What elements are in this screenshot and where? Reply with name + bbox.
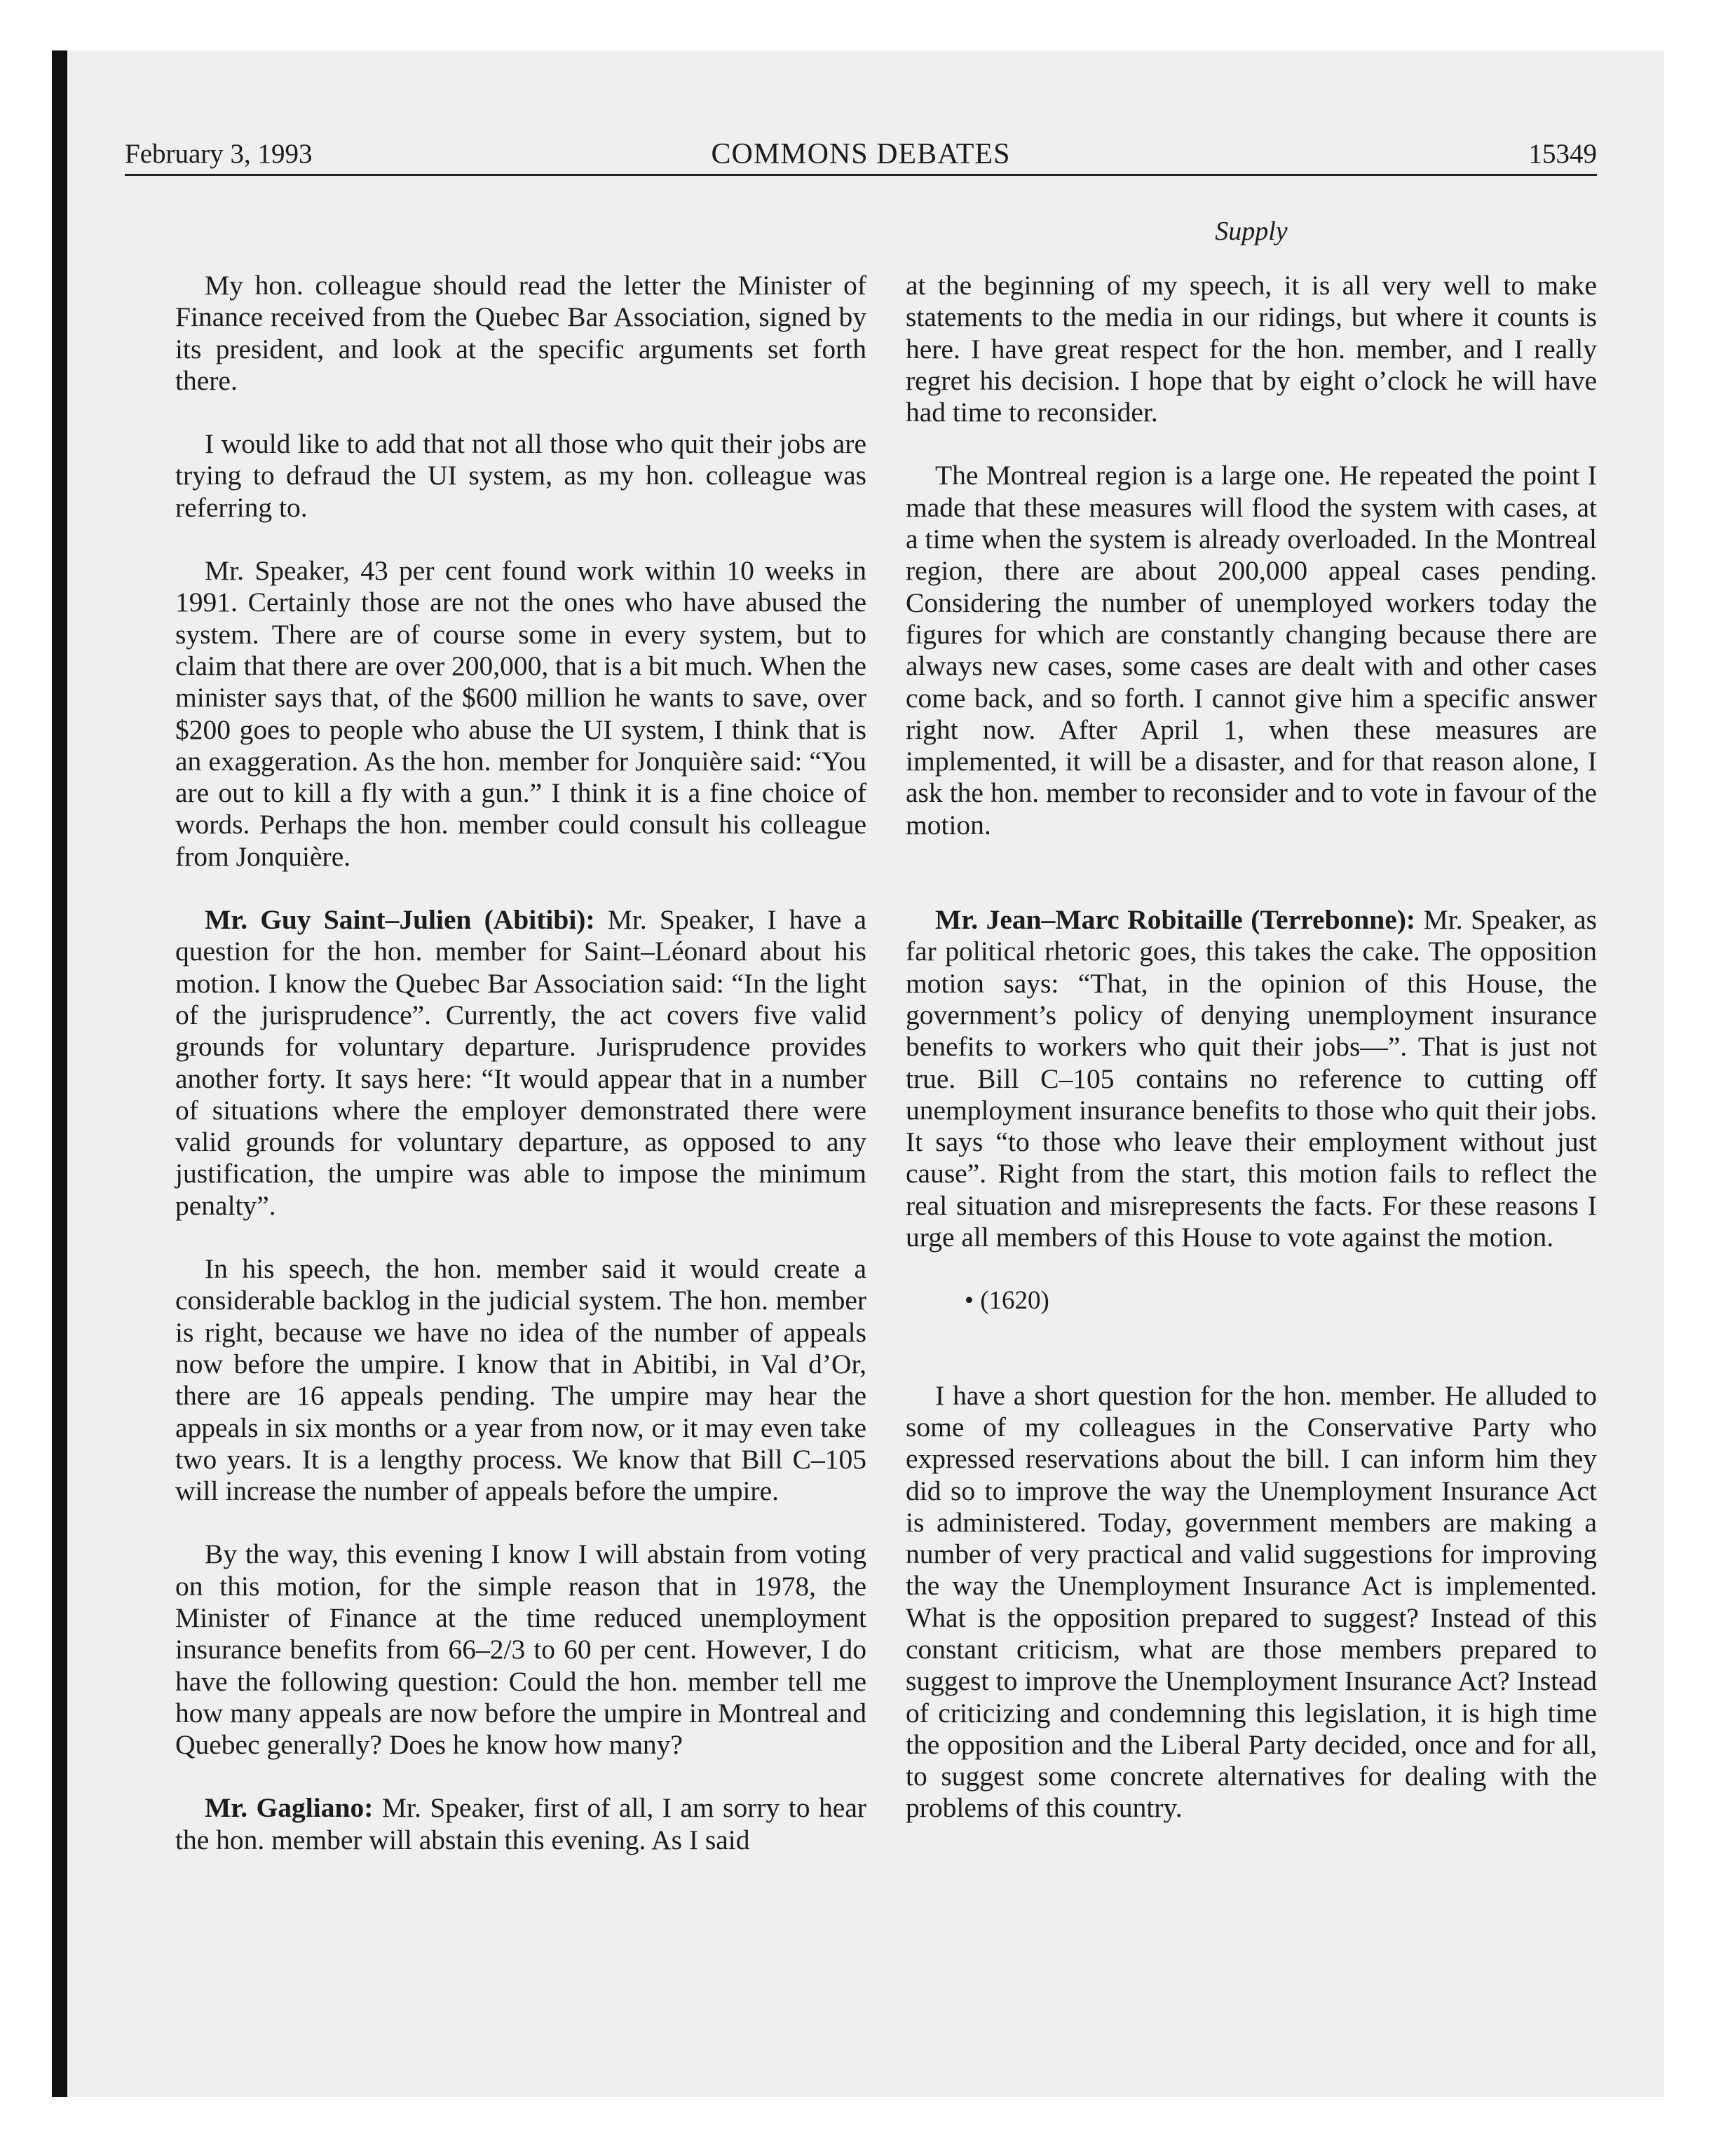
speaker-name: Mr. Gagliano:	[205, 1792, 374, 1824]
left-column	[175, 270, 866, 1856]
paragraph-text: Mr. Speaker, 43 per cent found work within 10 weeks in 1991. Certainly those are not the ones who have abused the system. There are of course some in every system, but to claim that there are over 200,000, that is a bit much. When the minister says that, of the $600 million he wants to save, over $200 goes to people who abuse the UI system, I think that is an exaggeration. As the hon. member for Jonquière said: “You are out to kill a fly with a gun.” I think it is a fine choice of words. Perhaps the hon. member could consult his colleague from Jonquière.	[175, 555, 866, 872]
paragraph	[906, 460, 1597, 841]
paragraph	[175, 1253, 866, 1507]
speaker-name: Mr. Guy Saint–Julien (Abitibi):	[205, 904, 595, 936]
paragraph-text: My hon. colleague should read the letter the Minister of Finance received from the Quebec Bar Association, signed by its president, and look at the specific arguments set forth there.	[175, 270, 866, 396]
paragraph-text: In his speech, the hon. member said it would create a considerable backlog in the judicial system. The hon. member is right, because we have no idea of the number of appeals now before the umpire. I know that in Abitibi, in Val d’Or, there are 16 appeals pending. The umpire may hear the appeals in six months or a year from now, or it may even take two years. It is a lengthy process. We know that Bill C–105 will increase the number of appeals before the umpire.	[175, 1253, 866, 1507]
paragraph-text: at the beginning of my speech, it is all very well to make statements to the media in our ridings, but where it counts is here. I have great respect for the hon. member, and I really regret his decision. I hope that by eight o’clock he will have had time to reconsider.	[906, 270, 1597, 428]
header-rule	[125, 174, 1597, 176]
paragraph-text: I have a short question for the hon. member. He alluded to some of my colleagues in the Conservative Party who expressed reservations about the bill. I can inform him they did so to improve the way the Unemployment Insurance Act is administered. Today, government members are making a number of very practical and valid suggestions for improving the way the Unemployment Insurance Act is implemented. What is the opposition prepared to suggest? Instead of this constant criticism, what are those members prepared to suggest to improve the Unemployment Insurance Act? Instead of criticizing and condemning this legislation, it is high time the opposition and the Liberal Party decided, once and for all, to suggest some concrete alternatives for dealing with the problems of this country.	[906, 1379, 1597, 1824]
paragraph-text: I would like to add that not all those who quit their jobs are trying to defraud the UI system, as my hon. colleague was referring to.	[175, 428, 866, 523]
paragraph	[175, 555, 866, 873]
paragraph	[175, 1538, 866, 1761]
time-marker: • (1620)	[965, 1286, 1049, 1316]
paragraph-text: Mr. Speaker, as far political rhetoric goes, this takes the cake. The opposition motion says: “That, in the opinion of this House, the government’s policy of denying unemployment insurance benefits to workers who quit their jobs—”. That is just not true. Bill C–105 contains no reference to cutting off unemployment insurance benefits to those who quit their jobs. It says “to those who leave their employment without just cause”. Right from the start, this motion fails to reflect the real situation and misrepresents the facts. For these reasons I urge all members of this House to vote against the motion.	[906, 904, 1597, 1253]
speech-paragraph	[175, 1792, 866, 1856]
running-head: Supply	[1215, 217, 1288, 246]
paragraph	[906, 1380, 1597, 1824]
right-column	[906, 270, 1597, 1824]
header-page-number: 15349	[1528, 139, 1597, 169]
header-date: February 3, 1993	[125, 139, 313, 169]
paragraph	[906, 270, 1597, 428]
speech-paragraph	[175, 904, 866, 1222]
paragraph-text: Mr. Speaker, first of all, I am sorry to hear the hon. member will abstain this evening. As I said	[175, 1792, 866, 1855]
speaker-name: Mr. Jean–Marc Robitaille (Terrebonne):	[935, 904, 1416, 936]
speech-paragraph	[906, 904, 1597, 1253]
paragraph	[175, 428, 866, 524]
paragraph-text: Mr. Speaker, I have a question for the hon. member for Saint–Léonard about his motion. I know the Quebec Bar Association said: “In the light of the jurisprudence”. Currently, the act covers five valid grounds for voluntary departure. Jurisprudence provides another forty. It says here: “It would appear that in a number of situations where the employer demonstrated there were valid grounds for voluntary departure, as opposed to any justification, the umpire was able to impose the minimum penalty”.	[175, 904, 867, 1221]
paragraph	[175, 270, 866, 397]
page-header	[125, 137, 1597, 179]
paragraph-text: The Montreal region is a large one. He repeated the point I made that these measures will flood the system with cases, at a time when the system is already overloaded. In the Montreal region, there are about 200,000 appeal cases pending. Considering the number of unemployed workers today the figures for which are constantly changing because there are always new cases, some cases are dealt with and other cases come back, and so forth. I cannot give him a specific answer right now. After April 1, when these measures are implemented, it will be a disaster, and for that reason alone, I ask the hon. member to reconsider and to vote in favour of the motion.	[906, 460, 1597, 840]
paragraph-text: By the way, this evening I know I will abstain from voting on this motion, for the simple reason that in 1978, the Minister of Finance at the time reduced unemployment insurance benefits from 66–2/3 to 60 per cent. However, I do have the following question: Could the hon. member tell me how many appeals are now before the umpire in Montreal and Quebec generally? Does he know how many?	[175, 1538, 866, 1761]
header-title: COMMONS DEBATES	[711, 138, 1011, 170]
